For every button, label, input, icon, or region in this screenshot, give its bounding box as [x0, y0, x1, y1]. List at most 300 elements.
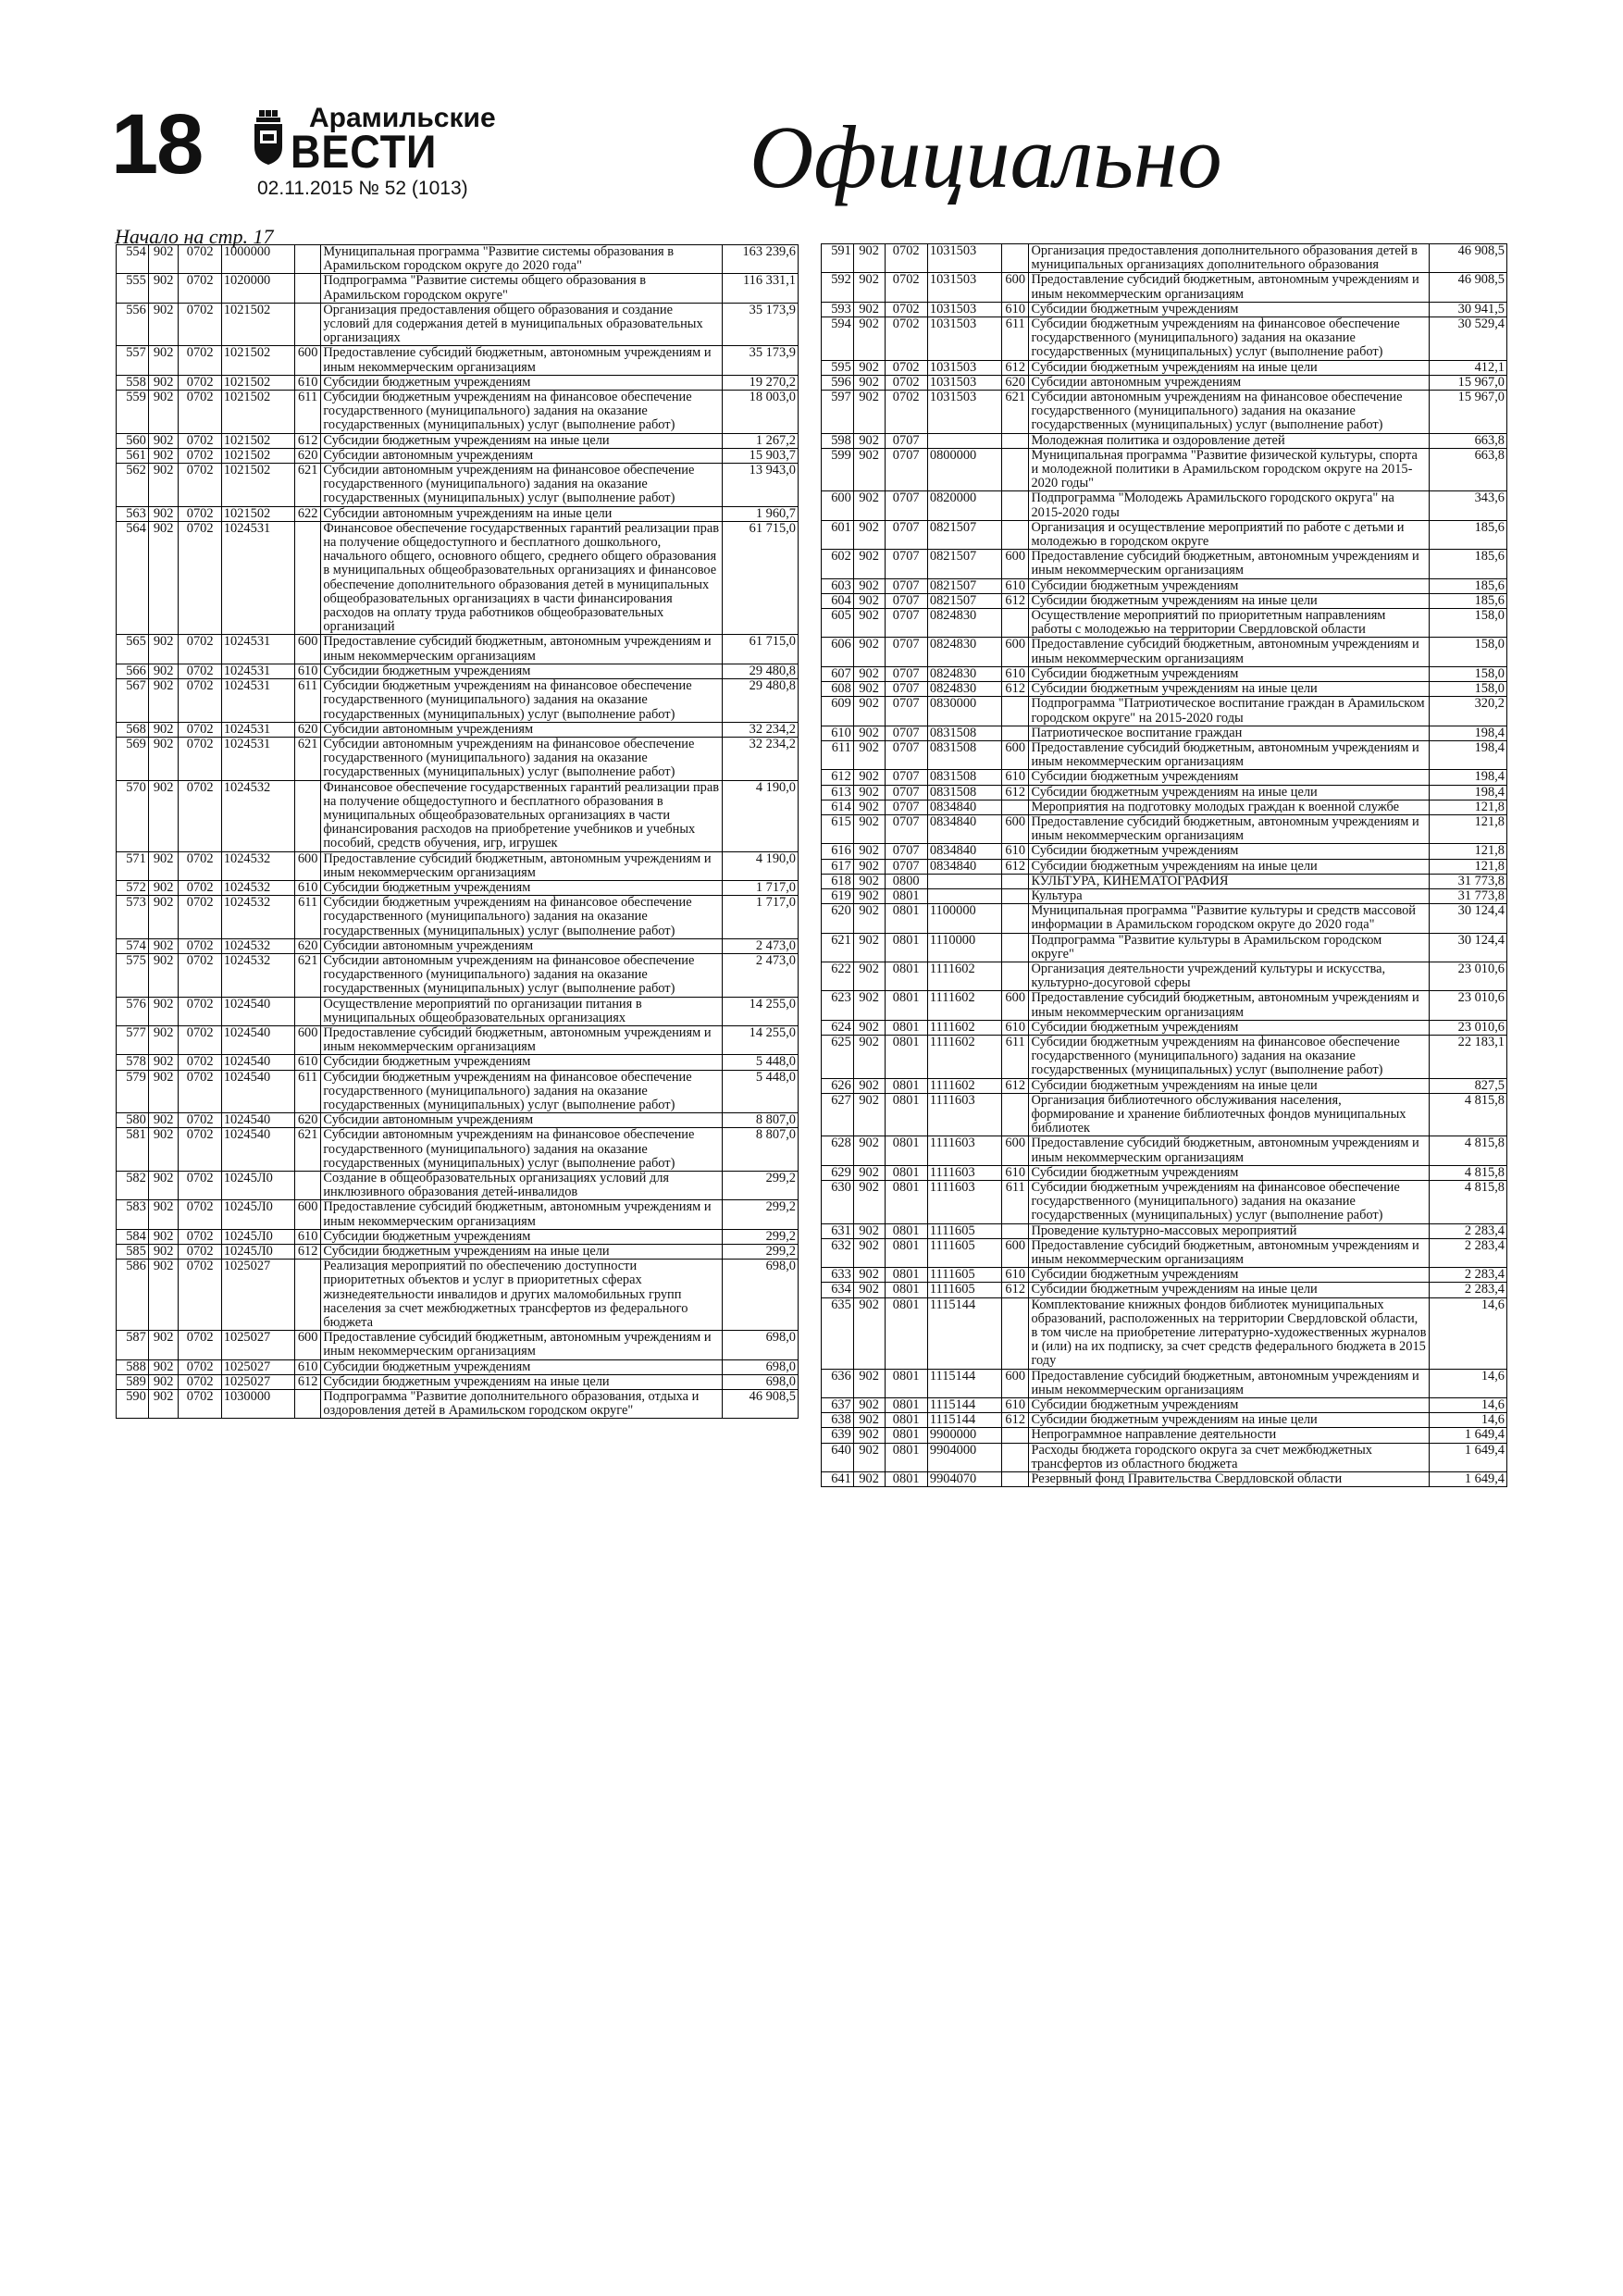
expense-type-code: 600 — [294, 851, 320, 880]
row-number: 624 — [822, 1020, 854, 1035]
table-row — [822, 578, 1507, 593]
amount: 30 124,4 — [1429, 904, 1506, 933]
amount: 158,0 — [1429, 609, 1506, 638]
table-row — [822, 770, 1507, 785]
row-number: 615 — [822, 814, 854, 843]
amount: 14,6 — [1429, 1297, 1506, 1369]
target-item-code: 1100000 — [927, 904, 1001, 933]
target-item-code: 1111605 — [927, 1223, 1001, 1238]
expense-type-code — [1001, 1223, 1029, 1238]
expense-type-code: 612 — [1001, 1078, 1029, 1093]
section-code: 0707 — [885, 491, 927, 520]
expense-type-code: 610 — [1001, 1165, 1029, 1180]
row-number: 576 — [117, 997, 149, 1025]
expense-description: Субсидии бюджетным учреждениям на иные цели — [321, 1374, 722, 1389]
target-item-code: 1111603 — [927, 1181, 1001, 1224]
expense-type-code — [1001, 1428, 1029, 1443]
section-code: 0801 — [885, 991, 927, 1020]
row-number: 598 — [822, 433, 854, 448]
section-code: 0702 — [179, 1245, 221, 1260]
expense-description: Субсидии бюджетным учреждениям на финансовое обеспечение государственного (муниципального) задания на оказание государственных (муниципальных) услуг (выполнение работ) — [321, 679, 722, 723]
expense-type-code: 611 — [294, 896, 320, 939]
amount: 299,2 — [722, 1245, 798, 1260]
expense-type-code: 600 — [1001, 638, 1029, 666]
section-code: 0801 — [885, 1020, 927, 1035]
table-row — [822, 1238, 1507, 1267]
table-row — [822, 1035, 1507, 1078]
section-code: 0702 — [179, 997, 221, 1025]
expense-type-code: 611 — [1001, 317, 1029, 361]
amount: 19 270,2 — [722, 375, 798, 390]
admin-code: 902 — [853, 785, 885, 800]
admin-code: 902 — [148, 1025, 179, 1054]
admin-code: 902 — [853, 1223, 885, 1238]
target-item-code: 1111605 — [927, 1268, 1001, 1283]
row-number: 604 — [822, 593, 854, 608]
admin-code: 902 — [853, 609, 885, 638]
target-item-code: 0820000 — [927, 491, 1001, 520]
admin-code: 902 — [148, 664, 179, 678]
admin-code: 902 — [853, 666, 885, 681]
table-row — [822, 375, 1507, 390]
row-number: 602 — [822, 550, 854, 578]
section-code: 0702 — [179, 433, 221, 448]
admin-code: 902 — [148, 521, 179, 635]
amount: 4 815,8 — [1429, 1165, 1506, 1180]
expense-type-code: 612 — [1001, 1413, 1029, 1428]
section-code: 0801 — [885, 1268, 927, 1283]
table-row — [117, 1025, 799, 1054]
expense-type-code: 621 — [294, 953, 320, 997]
target-item-code: 1111605 — [927, 1283, 1001, 1297]
amount: 14 255,0 — [722, 1025, 798, 1054]
amount: 2 473,0 — [722, 938, 798, 953]
admin-code: 902 — [853, 697, 885, 726]
admin-code: 902 — [148, 1359, 179, 1374]
continued-note: Начало на стр. 17 — [115, 225, 274, 248]
amount: 35 173,9 — [722, 346, 798, 375]
section-code: 0702 — [179, 464, 221, 507]
row-number: 587 — [117, 1331, 149, 1359]
admin-code: 902 — [148, 635, 179, 664]
expense-type-code: 610 — [294, 664, 320, 678]
budget-table-right — [821, 243, 1507, 1487]
target-item-code — [927, 874, 1001, 888]
target-item-code: 1020000 — [221, 274, 294, 303]
admin-code: 902 — [853, 433, 885, 448]
section-code: 0702 — [179, 1055, 221, 1070]
table-row — [822, 1165, 1507, 1180]
row-number: 594 — [822, 317, 854, 361]
table-row — [117, 1200, 799, 1229]
expense-description: Субсидии бюджетным учреждениям — [1029, 844, 1429, 859]
expense-description: Субсидии бюджетным учреждениям на иные цели — [1029, 1078, 1429, 1093]
table-row — [822, 1443, 1507, 1471]
table-row — [117, 274, 799, 303]
row-number: 639 — [822, 1428, 854, 1443]
expense-description: Предоставление субсидий бюджетным, автономным учреждениям и иным некоммерческим организациям — [321, 851, 722, 880]
target-item-code: 0831508 — [927, 726, 1001, 740]
section-code: 0707 — [885, 740, 927, 769]
section-code: 0707 — [885, 638, 927, 666]
expense-type-code: 610 — [1001, 302, 1029, 316]
table-row — [117, 1128, 799, 1172]
section-code: 0801 — [885, 1398, 927, 1413]
table-row — [117, 448, 799, 463]
table-row — [822, 1181, 1507, 1224]
table-row — [822, 1283, 1507, 1297]
amount: 158,0 — [1429, 666, 1506, 681]
admin-code: 902 — [853, 1283, 885, 1297]
target-item-code: 9904000 — [927, 1443, 1001, 1471]
admin-code: 902 — [853, 1428, 885, 1443]
section-code: 0702 — [179, 346, 221, 375]
expense-type-code: 620 — [294, 938, 320, 953]
expense-type-code: 612 — [294, 1245, 320, 1260]
expense-description: КУЛЬТУРА, КИНЕМАТОГРАФИЯ — [1029, 874, 1429, 888]
admin-code: 902 — [148, 1245, 179, 1260]
expense-type-code: 610 — [294, 1055, 320, 1070]
expense-type-code: 600 — [294, 1025, 320, 1054]
row-number: 607 — [822, 666, 854, 681]
admin-code: 902 — [853, 1078, 885, 1093]
amount: 1 717,0 — [722, 896, 798, 939]
section-code: 0702 — [179, 953, 221, 997]
target-item-code: 1111605 — [927, 1238, 1001, 1267]
amount: 1 649,4 — [1429, 1472, 1506, 1487]
target-item-code: 1021502 — [221, 303, 294, 346]
amount: 14 255,0 — [722, 997, 798, 1025]
expense-type-code — [1001, 433, 1029, 448]
section-code: 0702 — [179, 1200, 221, 1229]
amount: 1 649,4 — [1429, 1428, 1506, 1443]
target-item-code: 1024531 — [221, 521, 294, 635]
section-code: 0801 — [885, 1181, 927, 1224]
admin-code: 902 — [148, 1229, 179, 1244]
table-row — [822, 1428, 1507, 1443]
target-item-code: 1021502 — [221, 391, 294, 434]
amount: 163 239,6 — [722, 245, 798, 274]
section-code: 0702 — [179, 1025, 221, 1054]
section-code: 0702 — [179, 303, 221, 346]
expense-type-code — [1001, 609, 1029, 638]
admin-code: 902 — [148, 737, 179, 780]
target-item-code: 1111602 — [927, 991, 1001, 1020]
table-row — [822, 317, 1507, 361]
section-code: 0702 — [179, 245, 221, 274]
target-item-code: 1025027 — [221, 1260, 294, 1331]
row-number: 585 — [117, 1245, 149, 1260]
admin-code: 902 — [148, 1200, 179, 1229]
expense-description: Патриотическое воспитание граждан — [1029, 726, 1429, 740]
row-number: 586 — [117, 1260, 149, 1331]
target-item-code: 1115144 — [927, 1413, 1001, 1428]
row-number: 567 — [117, 679, 149, 723]
target-item-code: 1115144 — [927, 1398, 1001, 1413]
target-item-code: 1031503 — [927, 244, 1001, 273]
section-code: 0702 — [179, 521, 221, 635]
expense-description: Субсидии бюджетным учреждениям на иные цели — [321, 1245, 722, 1260]
table-row — [822, 273, 1507, 302]
table-row — [117, 1229, 799, 1244]
table-row — [117, 722, 799, 737]
admin-code: 902 — [148, 780, 179, 851]
expense-description: Предоставление субсидий бюджетным, автономным учреждениям и иным некоммерческим организациям — [1029, 1136, 1429, 1165]
amount: 412,1 — [1429, 360, 1506, 375]
section-code: 0707 — [885, 550, 927, 578]
expense-description: Подпрограмма "Развитие культуры в Арамильском городском округе" — [1029, 933, 1429, 962]
admin-code: 902 — [148, 896, 179, 939]
row-number: 564 — [117, 521, 149, 635]
section-code: 0801 — [885, 1297, 927, 1369]
expense-description: Подпрограмма "Патриотическое воспитание граждан в Арамильском городском округе" на 2015-2020 годы — [1029, 697, 1429, 726]
right-column — [821, 243, 1507, 1487]
expense-type-code: 610 — [1001, 578, 1029, 593]
amount: 29 480,8 — [722, 664, 798, 678]
section-code: 0702 — [885, 244, 927, 273]
amount: 14,6 — [1429, 1413, 1506, 1428]
table-row — [822, 1369, 1507, 1397]
target-item-code: 1024532 — [221, 780, 294, 851]
row-number: 555 — [117, 274, 149, 303]
expense-type-code: 600 — [1001, 1136, 1029, 1165]
section-code: 0801 — [885, 888, 927, 903]
expense-description: Субсидии бюджетным учреждениям на финансовое обеспечение государственного (муниципального) задания на оказание государственных (муниципальных) услуг (выполнение работ) — [321, 1070, 722, 1113]
row-number: 557 — [117, 346, 149, 375]
amount: 23 010,6 — [1429, 962, 1506, 990]
amount: 14,6 — [1429, 1369, 1506, 1397]
amount: 4 190,0 — [722, 851, 798, 880]
expense-description: Мероприятия на подготовку молодых граждан к военной службе — [1029, 800, 1429, 814]
row-number: 596 — [822, 375, 854, 390]
target-item-code: 1024540 — [221, 1025, 294, 1054]
row-number: 625 — [822, 1035, 854, 1078]
admin-code: 902 — [148, 997, 179, 1025]
amount: 320,2 — [1429, 697, 1506, 726]
expense-description: Организация и осуществление мероприятий по работе с детьми и молодежью в городском округе — [1029, 520, 1429, 549]
admin-code: 902 — [853, 244, 885, 273]
amount: 1 960,7 — [722, 506, 798, 521]
admin-code: 902 — [853, 800, 885, 814]
section-code: 0707 — [885, 814, 927, 843]
expense-type-code: 620 — [1001, 375, 1029, 390]
table-row — [822, 859, 1507, 874]
target-item-code: 1111602 — [927, 1078, 1001, 1093]
expense-type-code — [1001, 888, 1029, 903]
row-number: 561 — [117, 448, 149, 463]
expense-description: Осуществление мероприятий по организации питания в муниципальных общеобразовательных организациях — [321, 997, 722, 1025]
target-item-code: 0824830 — [927, 666, 1001, 681]
target-item-code: 9900000 — [927, 1428, 1001, 1443]
admin-code: 902 — [148, 346, 179, 375]
target-item-code: 1024540 — [221, 997, 294, 1025]
table-row — [117, 938, 799, 953]
expense-description: Субсидии бюджетным учреждениям на иные цели — [1029, 1413, 1429, 1428]
expense-type-code: 612 — [294, 1374, 320, 1389]
section-code: 0707 — [885, 726, 927, 740]
amount: 299,2 — [722, 1200, 798, 1229]
target-item-code: 1024532 — [221, 938, 294, 953]
target-item-code: 1111603 — [927, 1136, 1001, 1165]
table-row — [117, 1070, 799, 1113]
section-code: 0702 — [179, 506, 221, 521]
table-row — [822, 888, 1507, 903]
expense-type-code: 621 — [294, 464, 320, 507]
expense-description: Субсидии автономным учреждениям на иные цели — [321, 506, 722, 521]
row-number: 583 — [117, 1200, 149, 1229]
expense-description: Комплектование книжных фондов библиотек муниципальных образований, расположенных на территории Свердловской области, в том числе на приобретение литературно-художественных журналов и (или) на их подписку, за счет средств федерального бюджета в 2015 году — [1029, 1297, 1429, 1369]
row-number: 580 — [117, 1113, 149, 1128]
section-code: 0702 — [885, 317, 927, 361]
target-item-code: 1021502 — [221, 375, 294, 390]
section-code: 0801 — [885, 1165, 927, 1180]
amount: 827,5 — [1429, 1078, 1506, 1093]
table-row — [822, 1078, 1507, 1093]
section-code: 0707 — [885, 609, 927, 638]
amount: 2 473,0 — [722, 953, 798, 997]
row-number: 558 — [117, 375, 149, 390]
admin-code: 902 — [148, 433, 179, 448]
section-code: 0707 — [885, 697, 927, 726]
expense-type-code: 611 — [294, 391, 320, 434]
section-code: 0707 — [885, 785, 927, 800]
amount: 663,8 — [1429, 433, 1506, 448]
expense-description: Субсидии бюджетным учреждениям на иные цели — [321, 433, 722, 448]
expense-description: Резервный фонд Правительства Свердловской области — [1029, 1472, 1429, 1487]
expense-type-code: 610 — [1001, 844, 1029, 859]
expense-type-code — [294, 1260, 320, 1331]
table-row — [822, 1093, 1507, 1136]
row-number: 579 — [117, 1070, 149, 1113]
admin-code: 902 — [853, 302, 885, 316]
target-item-code: 1111603 — [927, 1093, 1001, 1136]
section-code: 0702 — [179, 448, 221, 463]
expense-description: Субсидии бюджетным учреждениям на финансовое обеспечение государственного (муниципального) задания на оказание государственных (муниципальных) услуг (выполнение работ) — [1029, 317, 1429, 361]
target-item-code: 1021502 — [221, 448, 294, 463]
table-row — [117, 1374, 799, 1389]
admin-code: 902 — [148, 464, 179, 507]
amount: 158,0 — [1429, 682, 1506, 697]
table-row — [117, 851, 799, 880]
section-code: 0702 — [179, 722, 221, 737]
table-row — [822, 609, 1507, 638]
row-number: 623 — [822, 991, 854, 1020]
expense-type-code — [1001, 1297, 1029, 1369]
expense-description: Субсидии бюджетным учреждениям на финансовое обеспечение государственного (муниципального) задания на оказание государственных (муниципальных) услуг (выполнение работ) — [321, 896, 722, 939]
expense-description: Субсидии бюджетным учреждениям — [321, 1055, 722, 1070]
section-code: 0801 — [885, 1238, 927, 1267]
expense-type-code: 600 — [1001, 1238, 1029, 1267]
expense-description: Субсидии бюджетным учреждениям — [321, 880, 722, 895]
expense-type-code: 612 — [1001, 682, 1029, 697]
admin-code: 902 — [148, 1128, 179, 1172]
amount: 299,2 — [722, 1229, 798, 1244]
target-item-code: 0821507 — [927, 520, 1001, 549]
target-item-code: 0834840 — [927, 800, 1001, 814]
admin-code: 902 — [853, 991, 885, 1020]
expense-type-code: 610 — [294, 1359, 320, 1374]
amount: 343,6 — [1429, 491, 1506, 520]
amount: 5 448,0 — [722, 1070, 798, 1113]
admin-code: 902 — [853, 933, 885, 962]
expense-description: Проведение культурно-массовых мероприятий — [1029, 1223, 1429, 1238]
row-number: 611 — [822, 740, 854, 769]
amount: 23 010,6 — [1429, 991, 1506, 1020]
expense-type-code: 612 — [294, 433, 320, 448]
row-number: 612 — [822, 770, 854, 785]
row-number: 633 — [822, 1268, 854, 1283]
target-item-code: 10245Л0 — [221, 1245, 294, 1260]
row-number: 572 — [117, 880, 149, 895]
expense-type-code — [1001, 1443, 1029, 1471]
row-number: 584 — [117, 1229, 149, 1244]
expense-type-code: 600 — [1001, 991, 1029, 1020]
amount: 23 010,6 — [1429, 1020, 1506, 1035]
table-row — [822, 1297, 1507, 1369]
expense-type-code: 610 — [1001, 770, 1029, 785]
table-row — [117, 433, 799, 448]
table-row — [822, 740, 1507, 769]
table-row — [117, 1390, 799, 1419]
expense-description: Предоставление субсидий бюджетным, автономным учреждениям и иным некоммерческим организациям — [1029, 814, 1429, 843]
amount: 2 283,4 — [1429, 1238, 1506, 1267]
row-number: 638 — [822, 1413, 854, 1428]
section-code: 0702 — [179, 635, 221, 664]
amount: 15 967,0 — [1429, 375, 1506, 390]
admin-code: 902 — [148, 375, 179, 390]
expense-type-code: 622 — [294, 506, 320, 521]
expense-description: Субсидии автономным учреждениям — [321, 448, 722, 463]
admin-code: 902 — [853, 962, 885, 990]
section-code: 0707 — [885, 682, 927, 697]
expense-description: Создание в общеобразовательных организациях условий для инклюзивного образования детей-инвалидов — [321, 1172, 722, 1200]
expense-type-code: 612 — [1001, 593, 1029, 608]
expense-description: Субсидии автономным учреждениям на финансовое обеспечение государственного (муниципального) задания на оказание государственных (муниципальных) услуг (выполнение работ) — [321, 464, 722, 507]
section-code: 0801 — [885, 1223, 927, 1238]
section-code: 0702 — [179, 1113, 221, 1128]
section-code: 0801 — [885, 1472, 927, 1487]
expense-description: Субсидии автономным учреждениям на финансовое обеспечение государственного (муниципального) задания на оказание государственных (муниципальных) услуг (выполнение работ) — [1029, 391, 1429, 434]
admin-code: 902 — [148, 1260, 179, 1331]
table-row — [822, 666, 1507, 681]
section-code: 0801 — [885, 933, 927, 962]
expense-type-code: 600 — [1001, 550, 1029, 578]
expense-description: Субсидии бюджетным учреждениям на иные цели — [1029, 785, 1429, 800]
expense-type-code — [1001, 491, 1029, 520]
amount: 8 807,0 — [722, 1113, 798, 1128]
table-row — [117, 1359, 799, 1374]
section-code: 0702 — [179, 391, 221, 434]
expense-description: Муниципальная программа "Развитие системы образования в Арамильском городском округе до 2020 года" — [321, 245, 722, 274]
table-row — [822, 726, 1507, 740]
target-item-code: 1024531 — [221, 737, 294, 780]
table-row — [117, 464, 799, 507]
amount: 4 815,8 — [1429, 1181, 1506, 1224]
amount: 198,4 — [1429, 740, 1506, 769]
amount: 5 448,0 — [722, 1055, 798, 1070]
amount: 121,8 — [1429, 844, 1506, 859]
expense-description: Муниципальная программа "Развитие культуры и средств массовой информации в Арамильском городском округе до 2020 года" — [1029, 904, 1429, 933]
expense-description: Предоставление субсидий бюджетным, автономным учреждениям и иным некоммерческим организациям — [321, 1200, 722, 1229]
admin-code: 902 — [853, 874, 885, 888]
section-code: 0707 — [885, 578, 927, 593]
amount: 158,0 — [1429, 638, 1506, 666]
section-code: 0702 — [179, 1390, 221, 1419]
expense-description: Предоставление субсидий бюджетным, автономным учреждениям и иным некоммерческим организациям — [1029, 1238, 1429, 1267]
table-row — [822, 1020, 1507, 1035]
target-item-code: 0834840 — [927, 859, 1001, 874]
amount: 29 480,8 — [722, 679, 798, 723]
